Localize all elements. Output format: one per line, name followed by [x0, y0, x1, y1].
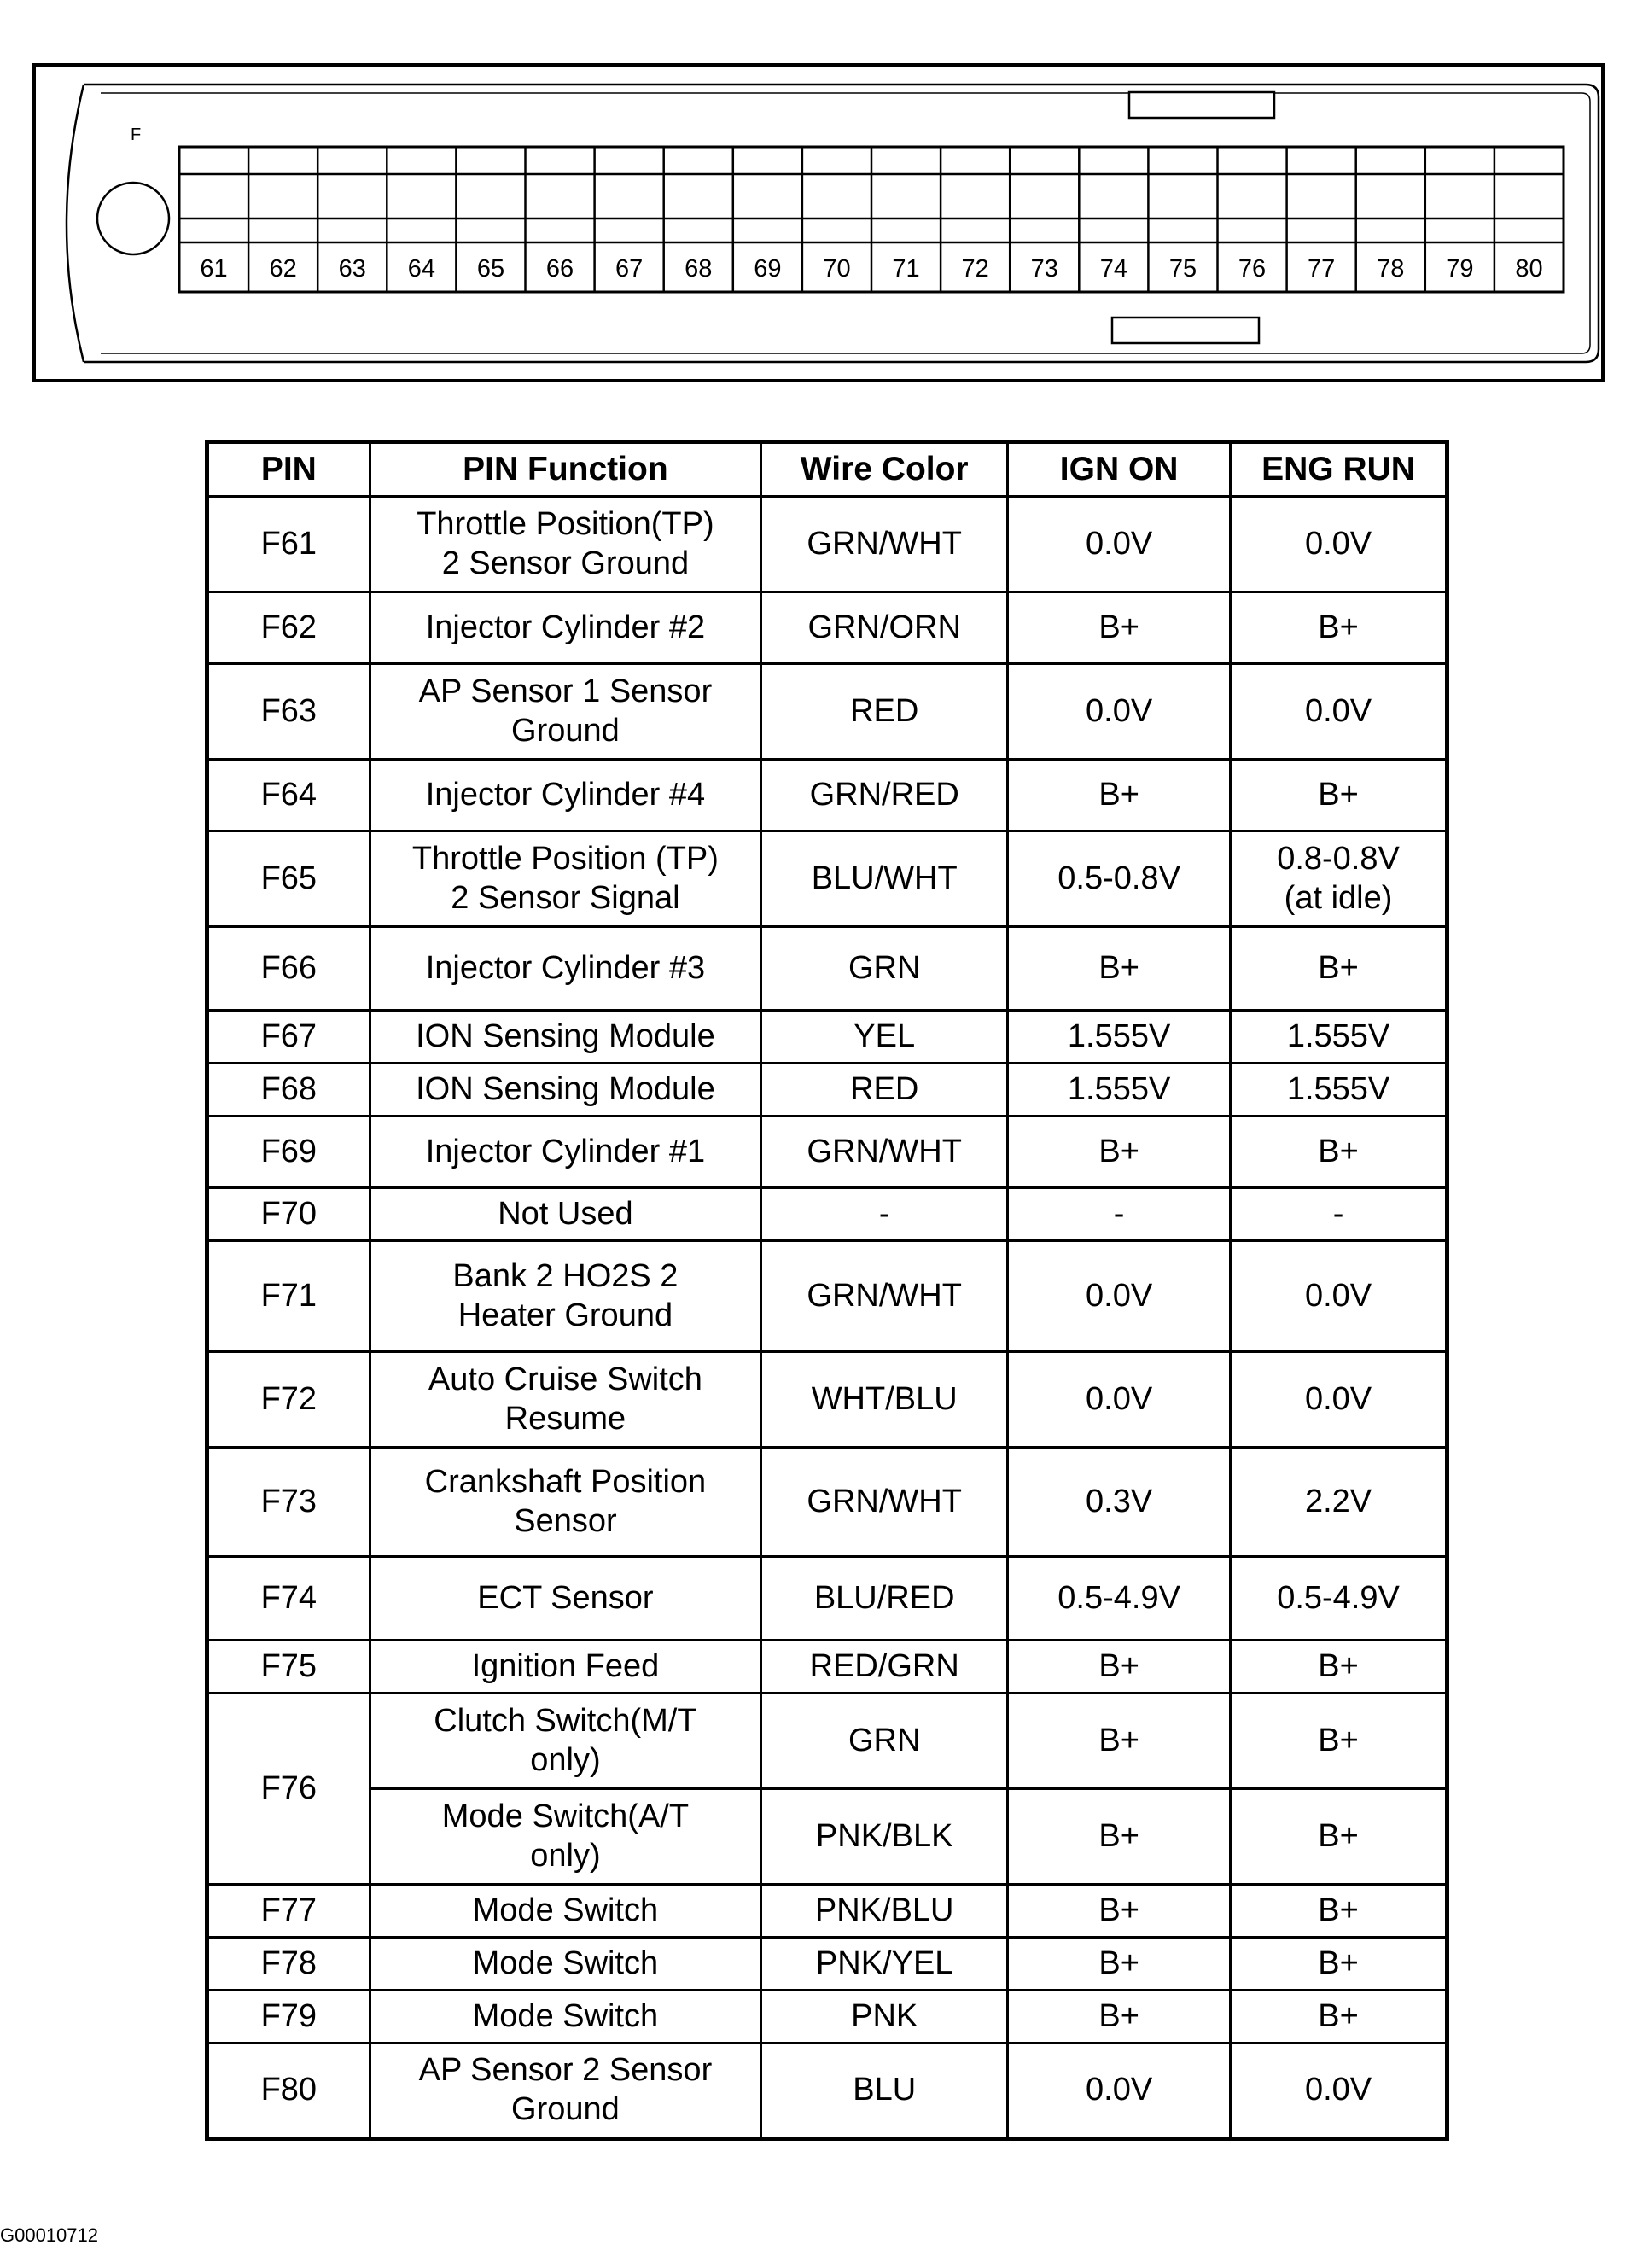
connector-key-top: [1129, 92, 1274, 118]
function-cell: Injector Cylinder #3: [370, 927, 761, 1011]
table-row: [207, 760, 1448, 831]
pin-cell: F73: [207, 1448, 370, 1557]
ign-on-cell: -: [1008, 1188, 1231, 1241]
table-row: [207, 592, 1448, 664]
pin-cell: F64: [207, 760, 370, 831]
eng-run-cell: 0.0V: [1231, 2044, 1448, 2139]
connector-pin-label: 79: [1446, 255, 1474, 283]
table-row: [207, 1885, 1448, 1938]
table-row: [207, 2044, 1448, 2139]
table-row: [207, 497, 1448, 592]
function-cell: Clutch Switch(M/T only): [370, 1694, 761, 1789]
function-cell: Not Used: [370, 1188, 761, 1241]
table-row: [207, 1352, 1448, 1448]
connector-letter: F: [131, 125, 142, 144]
function-cell: Auto Cruise Switch Resume: [370, 1352, 761, 1448]
pin-cell: F74: [207, 1557, 370, 1641]
wire-color-cell: GRN/WHT: [761, 1241, 1008, 1352]
table-row: [207, 1011, 1448, 1064]
function-cell: ION Sensing Module: [370, 1011, 761, 1064]
ign-on-cell: 0.0V: [1008, 2044, 1231, 2139]
eng-run-cell: B+: [1231, 760, 1448, 831]
pin-cell: F65: [207, 831, 370, 927]
wire-color-cell: GRN: [761, 1694, 1008, 1789]
pin-cell: F67: [207, 1011, 370, 1064]
connector-key-bottom: [1112, 318, 1259, 343]
pin-cell: F77: [207, 1885, 370, 1938]
eng-run-cell: 2.2V: [1231, 1448, 1448, 1557]
wire-color-cell: RED: [761, 664, 1008, 760]
eng-run-cell: 0.8-0.8V (at idle): [1231, 831, 1448, 927]
pin-cell: F79: [207, 1991, 370, 2044]
eng-run-cell: B+: [1231, 1938, 1448, 1991]
function-cell: Injector Cylinder #2: [370, 592, 761, 664]
wire-color-cell: BLU/WHT: [761, 831, 1008, 927]
header-pin-function: PIN Function: [370, 442, 761, 497]
eng-run-cell: B+: [1231, 1694, 1448, 1789]
ign-on-cell: B+: [1008, 1789, 1231, 1885]
header-wire-color: Wire Color: [761, 442, 1008, 497]
pin-cell: F75: [207, 1641, 370, 1694]
eng-run-cell: B+: [1231, 1789, 1448, 1885]
pin-cell: F72: [207, 1352, 370, 1448]
eng-run-cell: B+: [1231, 927, 1448, 1011]
ign-on-cell: B+: [1008, 760, 1231, 831]
wire-color-cell: RED: [761, 1064, 1008, 1117]
function-cell: Mode Switch: [370, 1938, 761, 1991]
table-row: [207, 831, 1448, 927]
pin-cell: F76: [207, 1694, 370, 1885]
locating-hole: [97, 183, 169, 254]
ign-on-cell: 0.5-0.8V: [1008, 831, 1231, 927]
table-row: [207, 1694, 1448, 1789]
function-cell: Mode Switch: [370, 1991, 761, 2044]
connector-pin-label: 68: [685, 255, 713, 283]
pin-table: [205, 440, 1449, 2141]
wire-color-cell: PNK/BLK: [761, 1789, 1008, 1885]
ign-on-cell: 0.0V: [1008, 497, 1231, 592]
connector-pin-label: 71: [892, 255, 920, 283]
eng-run-cell: -: [1231, 1188, 1448, 1241]
wire-color-cell: PNK: [761, 1991, 1008, 2044]
connector-pin-label: 67: [615, 255, 644, 283]
pin-cell: F68: [207, 1064, 370, 1117]
function-cell: AP Sensor 2 Sensor Ground: [370, 2044, 761, 2139]
wire-color-cell: PNK/BLU: [761, 1885, 1008, 1938]
table-row: [207, 927, 1448, 1011]
connector-pin-label: 72: [961, 255, 989, 283]
eng-run-cell: 0.0V: [1231, 1352, 1448, 1448]
table-row: [207, 1188, 1448, 1241]
connector-pin-label: 62: [269, 255, 297, 283]
ign-on-cell: 1.555V: [1008, 1064, 1231, 1117]
pin-cell: F71: [207, 1241, 370, 1352]
wire-color-cell: WHT/BLU: [761, 1352, 1008, 1448]
ign-on-cell: B+: [1008, 927, 1231, 1011]
pin-cell: F66: [207, 927, 370, 1011]
ign-on-cell: 0.0V: [1008, 1241, 1231, 1352]
wire-color-cell: PNK/YEL: [761, 1938, 1008, 1991]
ign-on-cell: 0.3V: [1008, 1448, 1231, 1557]
connector-pin-label: 69: [754, 255, 782, 283]
connector-diagram: [32, 63, 1605, 382]
connector-pin-label: 74: [1099, 255, 1127, 283]
function-cell: Mode Switch(A/T only): [370, 1789, 761, 1885]
connector-pin-label: 61: [200, 255, 228, 283]
pin-cell: F61: [207, 497, 370, 592]
wire-color-cell: BLU/RED: [761, 1557, 1008, 1641]
connector-pin-label: 75: [1168, 255, 1197, 283]
pin-cell: F80: [207, 2044, 370, 2139]
eng-run-cell: 0.0V: [1231, 664, 1448, 760]
connector-pin-label: 76: [1238, 255, 1267, 283]
pin-cell: F69: [207, 1117, 370, 1188]
function-cell: Injector Cylinder #4: [370, 760, 761, 831]
ign-on-cell: B+: [1008, 1117, 1231, 1188]
eng-run-cell: 0.5-4.9V: [1231, 1557, 1448, 1641]
pin-cell: F70: [207, 1188, 370, 1241]
pin-cell: F62: [207, 592, 370, 664]
wire-color-cell: RED/GRN: [761, 1641, 1008, 1694]
ign-on-cell: B+: [1008, 1938, 1231, 1991]
wire-color-cell: GRN/WHT: [761, 1117, 1008, 1188]
function-cell: ION Sensing Module: [370, 1064, 761, 1117]
table-row: [207, 1641, 1448, 1694]
ign-on-cell: B+: [1008, 1885, 1231, 1938]
eng-run-cell: 0.0V: [1231, 1241, 1448, 1352]
connector-pin-label: 65: [476, 255, 505, 283]
table-row: [207, 1448, 1448, 1557]
header-eng-run: ENG RUN: [1231, 442, 1448, 497]
header-ign-on: IGN ON: [1008, 442, 1231, 497]
connector-pin-label: 64: [407, 255, 435, 283]
function-cell: AP Sensor 1 Sensor Ground: [370, 664, 761, 760]
ign-on-cell: 0.5-4.9V: [1008, 1557, 1231, 1641]
table-row: [207, 1241, 1448, 1352]
function-cell: Mode Switch: [370, 1885, 761, 1938]
function-cell: Crankshaft Position Sensor: [370, 1448, 761, 1557]
connector-housing: [84, 85, 1599, 362]
eng-run-cell: 1.555V: [1231, 1064, 1448, 1117]
table-row: [207, 1789, 1448, 1885]
eng-run-cell: B+: [1231, 592, 1448, 664]
wire-color-cell: YEL: [761, 1011, 1008, 1064]
ign-on-cell: 0.0V: [1008, 1352, 1231, 1448]
table-row: [207, 1938, 1448, 1991]
ign-on-cell: 0.0V: [1008, 664, 1231, 760]
eng-run-cell: B+: [1231, 1991, 1448, 2044]
wire-color-cell: GRN/WHT: [761, 497, 1008, 592]
function-cell: Ignition Feed: [370, 1641, 761, 1694]
table-row: [207, 1117, 1448, 1188]
connector-pin-label: 78: [1377, 255, 1405, 283]
connector-pin-label: 77: [1308, 255, 1336, 283]
function-cell: Injector Cylinder #1: [370, 1117, 761, 1188]
wire-color-cell: GRN/RED: [761, 760, 1008, 831]
wire-color-cell: GRN/WHT: [761, 1448, 1008, 1557]
ign-on-cell: B+: [1008, 592, 1231, 664]
table-row: [207, 664, 1448, 760]
table-row: [207, 1557, 1448, 1641]
eng-run-cell: 0.0V: [1231, 497, 1448, 592]
function-cell: Throttle Position (TP) 2 Sensor Signal: [370, 831, 761, 927]
wire-color-cell: -: [761, 1188, 1008, 1241]
connector-pin-label: 63: [338, 255, 366, 283]
ign-on-cell: B+: [1008, 1641, 1231, 1694]
wire-color-cell: BLU: [761, 2044, 1008, 2139]
table-row: [207, 1991, 1448, 2044]
wire-color-cell: GRN: [761, 927, 1008, 1011]
connector-pin-label: 80: [1515, 255, 1543, 283]
figure-code: G00010712: [0, 2224, 98, 2246]
header-pin: PIN: [207, 442, 370, 497]
pin-cell: F63: [207, 664, 370, 760]
connector-pin-label: 66: [545, 255, 574, 283]
function-cell: Throttle Position(TP) 2 Sensor Ground: [370, 497, 761, 592]
function-cell: Bank 2 HO2S 2 Heater Ground: [370, 1241, 761, 1352]
table-header-row: [207, 442, 1448, 497]
pin-cell: F78: [207, 1938, 370, 1991]
eng-run-cell: 1.555V: [1231, 1011, 1448, 1064]
eng-run-cell: B+: [1231, 1641, 1448, 1694]
table-row: [207, 1064, 1448, 1117]
connector-pin-label: 70: [823, 255, 851, 283]
eng-run-cell: B+: [1231, 1117, 1448, 1188]
wire-color-cell: GRN/ORN: [761, 592, 1008, 664]
ign-on-cell: 1.555V: [1008, 1011, 1231, 1064]
connector-pin-label: 73: [1030, 255, 1058, 283]
function-cell: ECT Sensor: [370, 1557, 761, 1641]
ign-on-cell: B+: [1008, 1694, 1231, 1789]
eng-run-cell: B+: [1231, 1885, 1448, 1938]
ign-on-cell: B+: [1008, 1991, 1231, 2044]
